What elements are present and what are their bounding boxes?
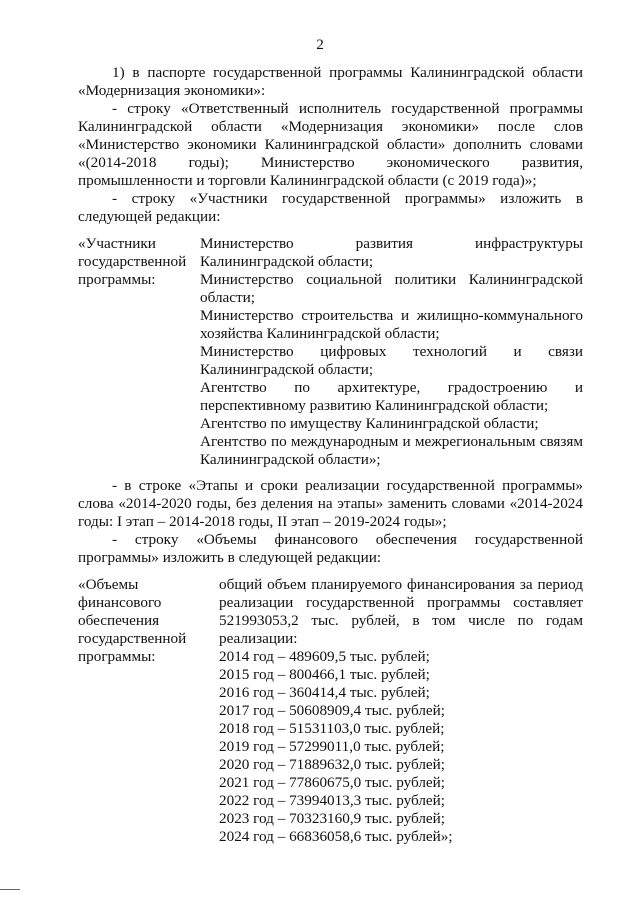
amendment-intro: 1) в паспорте государственной программы Калининградской области «Модернизация экономики»: — [78, 64, 583, 99]
funding-label-line: обеспечения — [78, 612, 160, 629]
funding-details — [219, 576, 583, 846]
participant-item: Агентство по архитектуре, градостроению и перспективному развитию Калининградской области; — [200, 379, 583, 414]
funding-year-item: 2021 год – 77860675,0 тыс. рублей; — [219, 774, 446, 791]
participants-list — [200, 235, 583, 469]
participants-row-amendment: - строку «Участники государственной программы» изложить в следующей редакции: — [78, 190, 583, 225]
funding-label-line: «Объемы — [78, 576, 139, 593]
participant-item: Агентство по международным и межрегиональным связям Калининградской области»; — [200, 433, 583, 468]
participant-item: Министерство строительства и жилищно-коммунального хозяйства Калининградской области; — [200, 307, 583, 342]
funding-year-item: 2023 год – 70323160,9 тыс. рублей; — [219, 810, 446, 827]
funding-year-item: 2018 год – 51531103,0 тыс. рублей; — [219, 720, 445, 737]
funding-year-item: 2022 год – 73994013,3 тыс. рублей; — [219, 792, 446, 809]
participant-item: Министерство цифровых технологий и связи Калининградской области; — [200, 343, 583, 378]
funding-row-amendment: - строку «Объемы финансового обеспечения государственной программы» изложить в следующей редакции: — [78, 531, 583, 566]
funding-label-line: финансового — [78, 594, 162, 611]
funding-year-item: 2014 год – 489609,5 тыс. рублей; — [219, 648, 430, 665]
funding-year-item: 2020 год – 71889632,0 тыс. рублей; — [219, 756, 446, 773]
page-number: 2 — [316, 36, 324, 53]
funding-label — [78, 576, 190, 666]
participants-label-line: программы: — [78, 271, 156, 288]
participant-item: Агентство по имуществу Калининградской области; — [200, 415, 539, 432]
funding-year-item: 2015 год – 800466,1 тыс. рублей; — [219, 666, 430, 683]
funding-year-item: 2016 год – 360414,4 тыс. рублей; — [219, 684, 430, 701]
scan-edge-mark — [0, 889, 20, 890]
funding-total: общий объем планируемого финансирования за период реализации государственной программы составляет 521993053,2 тыс. рублей, в том числе по годам реализации: — [219, 576, 583, 647]
funding-label-line: государственной — [78, 630, 187, 647]
funding-label-line: программы: — [78, 648, 156, 665]
participants-label-line: «Участники — [78, 235, 156, 252]
participants-label-line: государственной — [78, 253, 187, 270]
funding-year-item: 2017 год – 50608909,4 тыс. рублей; — [219, 702, 446, 719]
funding-year-item: 2024 год – 66836058,6 тыс. рублей»; — [219, 828, 453, 845]
participant-item: Министерство социальной политики Калининградской области; — [200, 271, 583, 306]
participant-item: Министерство развития инфраструктуры Калининградской области; — [200, 235, 583, 270]
responsible-row-amendment: - строку «Ответственный исполнитель государственной программы Калининградской области «Модернизация экономики» после слов «Министерство экономики Калининградской области» дополнить словами «(2014-2018 годы); Министерство экономического развития, промышленности и торговли Калининградской области (с 2019 года)»; — [78, 100, 583, 189]
stages-row-amendment: - в строке «Этапы и сроки реализации государственной программы» слова «2014-2020 годы, без деления на этапы» заменить словами «2014-2024 годы: I этап – 2014-2018 годы, II этап – 2019-2024 годы»; — [78, 477, 583, 530]
participants-label — [78, 235, 190, 289]
funding-year-item: 2019 год – 57299011,0 тыс. рублей; — [219, 738, 445, 755]
